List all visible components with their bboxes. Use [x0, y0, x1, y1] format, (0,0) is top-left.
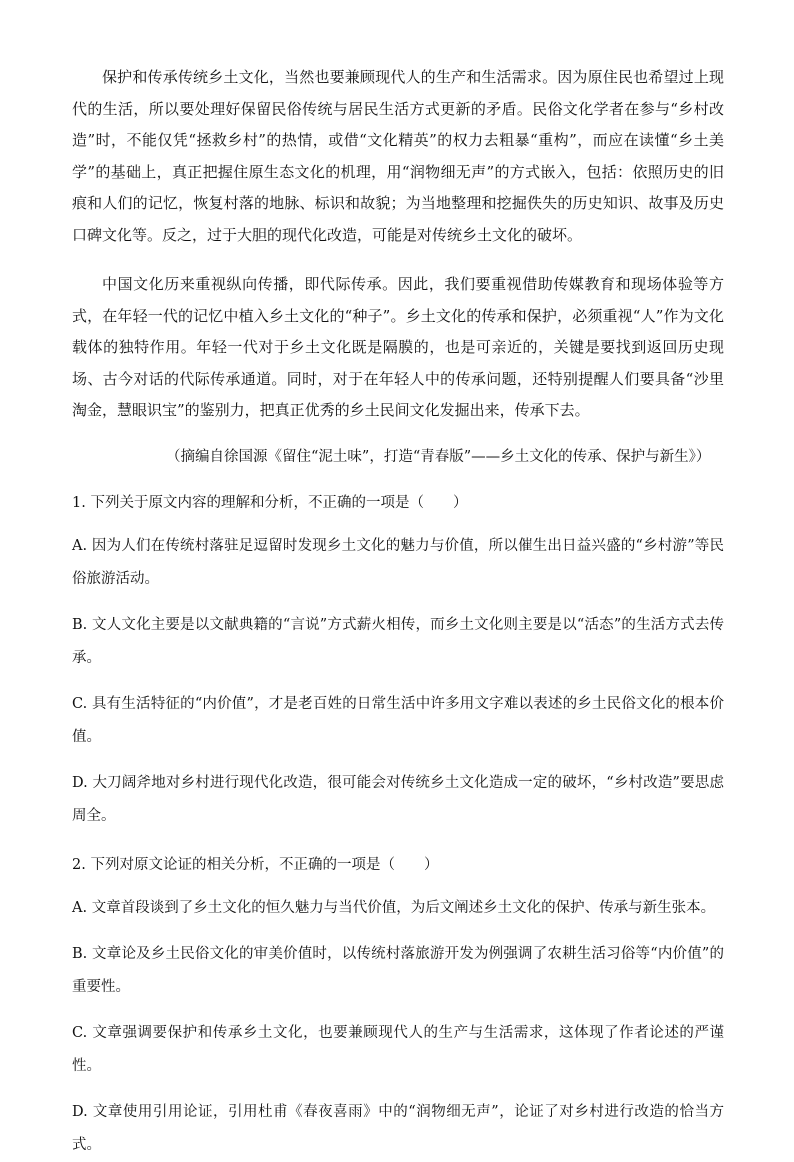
passage-source-citation: （摘编自徐国源《留住“泥土味”，打造“青春版”——乡土文化的传承、保护与新生》） [166, 448, 711, 465]
question-2-stem: 2. 下列对原文论证的相关分析，不正确的一项是（ ） [72, 856, 439, 873]
passage-paragraph-1: 保护和传承传统乡土文化，当然也要兼顾现代人的生产和生活需求。因为原住民也希望过上现代的生活，所以要处理好保留民俗传统与居民生活方式更新的矛盾。民俗文化学者在参与“乡村改造”时，不能仅凭“拯救乡村”的热情，或借“文化精英”的权力去粗暴“重构”，而应在读懂“乡土美学”的基础上，真正把握住原生态文化的机理，用“润物细无声”的方式嵌入，包括：依照历史的旧痕和人们的记忆，恢复村落的地脉、标识和故貌；为当地整理和挖掘佚失的历史知识、故事及历史口碑文化等。反之，过于大胆的现代化改造，可能是对传统乡土文化的破坏。 [72, 68, 724, 244]
question-2-option-d: D. 文章使用引用论证，引用杜甫《春夜喜雨》中的“润物细无声”，论证了对乡村进行改造的恰当方式。 [72, 1103, 724, 1153]
question-1-stem: 1. 下列关于原文内容的理解和分析，不正确的一项是（ ） [72, 494, 468, 511]
question-1-option-d: D. 大刀阔斧地对乡村进行现代化改造，很可能会对传统乡土文化造成一定的破坏，“乡村改造”要思虑周全。 [72, 774, 724, 824]
question-1-option-a: A. 因为人们在传统村落驻足逗留时发现乡土文化的魅力与价值，所以催生出日益兴盛的“乡村游”等民俗旅游活动。 [72, 537, 724, 587]
question-1-option-b: B. 文人文化主要是以文献典籍的“言说”方式薪火相传，而乡土文化则主要是以“活态”的生活方式去传承。 [72, 616, 724, 666]
question-2-option-a: A. 文章首段谈到了乡土文化的恒久魅力与当代价值，为后文阐述乡土文化的保护、传承与新生张本。 [72, 899, 716, 916]
question-2-option-b: B. 文章论及乡土民俗文化的审美价值时，以传统村落旅游开发为例强调了农耕生活习俗等“内价值”的重要性。 [72, 945, 724, 995]
document-page [72, 62, 724, 1162]
question-1-option-c: C. 具有生活特征的“内价值”，才是老百姓的日常生活中许多用文字难以表述的乡土民俗文化的根本价值。 [72, 695, 724, 745]
question-2-option-c: C. 文章强调要保护和传承乡土文化，也要兼顾现代人的生产与生活需求，这体现了作者论述的严谨性。 [72, 1024, 724, 1074]
passage-paragraph-2: 中国文化历来重视纵向传播，即代际传承。因此，我们要重视借助传媒教育和现场体验等方式，在年轻一代的记忆中植入乡土文化的“种子”。乡土文化的传承和保护，必须重视“人”作为文化载体的独特作用。年轻一代对于乡土文化既是隔膜的，也是可亲近的，关键是要找到返回历史现场、古今对话的代际传承通道。同时，对于在年轻人中的传承问题，还特别提醒人们要具备“沙里淘金，慧眼识宝”的鉴别力，把真正优秀的乡土民间文化发掘出来，传承下去。 [72, 275, 724, 419]
